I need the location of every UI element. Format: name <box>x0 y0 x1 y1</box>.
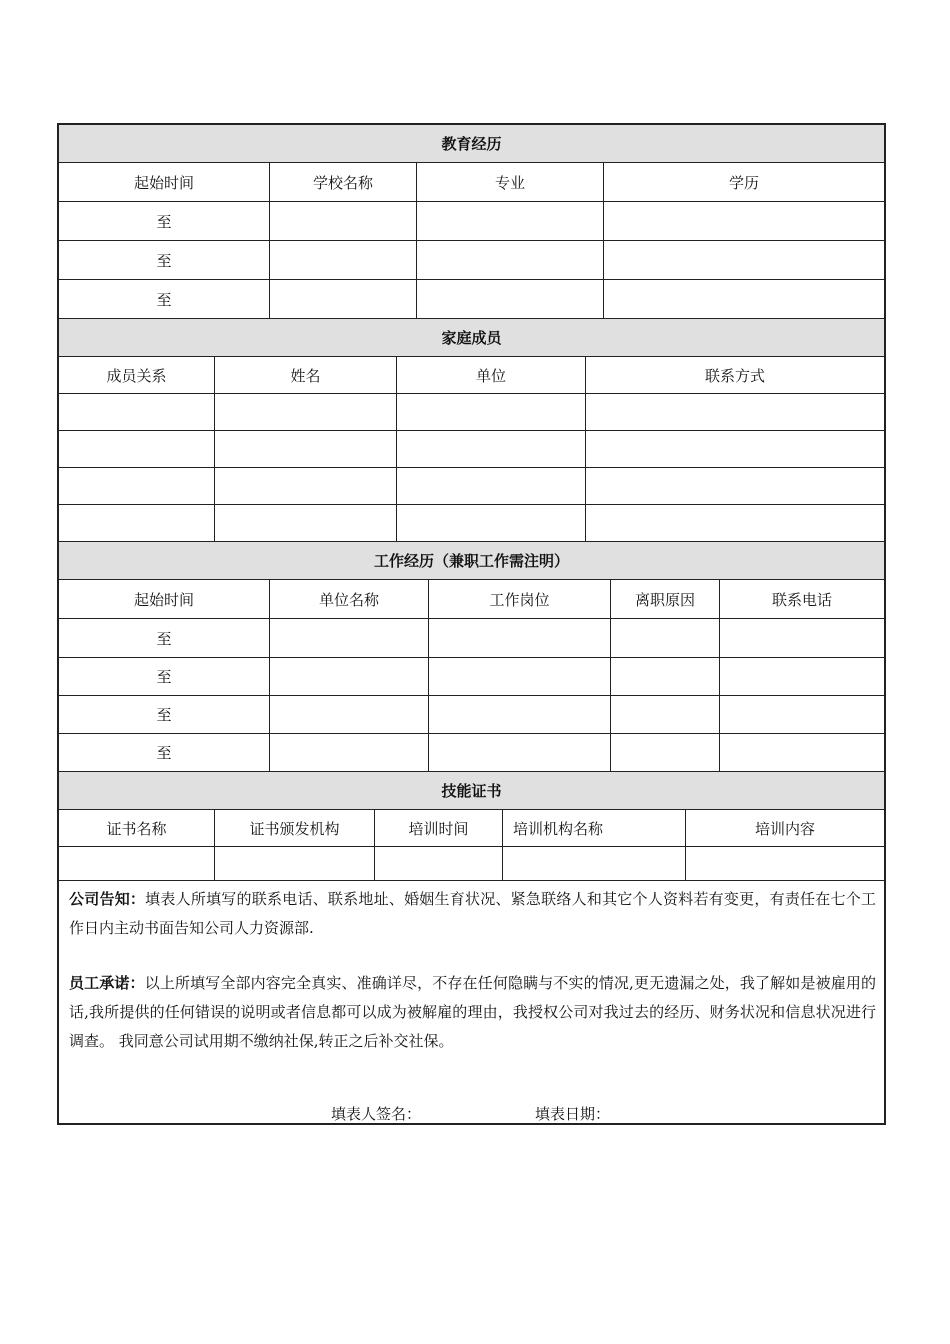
leave-reason-input[interactable] <box>611 619 720 657</box>
company-input[interactable] <box>270 658 429 695</box>
position-input[interactable] <box>429 658 611 695</box>
education-header-row <box>59 163 884 202</box>
employer-input[interactable] <box>397 468 586 504</box>
contact-input[interactable] <box>586 505 884 541</box>
employee-pledge <box>69 969 876 1056</box>
phone-input[interactable] <box>720 734 884 771</box>
issuer-input[interactable] <box>215 847 375 880</box>
leave-reason-input[interactable] <box>611 696 720 733</box>
header-contact: 联系方式 <box>704 366 765 385</box>
header-leave-reason: 离职原因 <box>611 580 720 618</box>
phone-input[interactable] <box>720 658 884 695</box>
phone-input[interactable] <box>720 619 884 657</box>
header-phone: 联系电话 <box>771 590 832 609</box>
date-range-input[interactable]: 至 <box>59 202 270 240</box>
relation-input[interactable] <box>59 505 215 541</box>
contact-input[interactable] <box>586 394 884 430</box>
family-row <box>59 505 884 542</box>
leave-reason-input[interactable] <box>611 734 720 771</box>
education-row <box>59 202 884 241</box>
education-row <box>59 280 884 319</box>
major-input[interactable] <box>417 202 604 240</box>
company-input[interactable] <box>270 734 429 771</box>
name-input[interactable] <box>215 505 397 541</box>
contact-input[interactable] <box>586 468 884 504</box>
section-title-work: 工作经历（兼职工作需注明） <box>59 542 884 580</box>
header-school-name: 学校名称 <box>270 163 417 201</box>
degree-input[interactable] <box>604 241 884 279</box>
training-time-input[interactable] <box>375 847 503 880</box>
family-row <box>59 431 884 468</box>
header-training-org: 培训机构名称 <box>503 810 686 846</box>
relation-input[interactable] <box>59 394 215 430</box>
phone-input[interactable] <box>720 696 884 733</box>
name-input[interactable] <box>215 431 397 467</box>
header-name: 姓名 <box>215 357 397 393</box>
work-row <box>59 734 884 772</box>
signer-signature-field[interactable]: 填表人签名： <box>331 1105 422 1123</box>
header-start-time: 起始时间 <box>59 580 270 618</box>
school-input[interactable] <box>270 280 417 318</box>
fill-date-field[interactable]: 填表日期： <box>535 1105 611 1123</box>
header-employer: 单位 <box>397 357 586 393</box>
header-company: 单位名称 <box>270 580 429 618</box>
section-title-skills: 技能证书 <box>59 772 884 810</box>
section-title-education: 教育经历 <box>59 125 884 163</box>
employee-pledge-text: 以上所填写全部内容完全真实、准确详尽，不存在任何隐瞒与不实的情况,更无遗漏之处，我了解如是被雇用的话,我所提供的任何错误的说明或者信息都可以成为被解雇的理由，我授权公司对我过去的经历、财务状况和信息状况进行调查。 我同意公司试用期不缴纳社保,转正之后补交社保。 <box>69 974 876 1050</box>
skills-header-row <box>59 810 884 847</box>
family-row <box>59 394 884 431</box>
company-notice <box>69 885 876 943</box>
company-input[interactable] <box>270 696 429 733</box>
training-org-input[interactable] <box>503 847 686 880</box>
training-content-input[interactable] <box>686 847 884 880</box>
work-header-row <box>59 580 884 619</box>
family-row <box>59 468 884 505</box>
header-position: 工作岗位 <box>429 580 611 618</box>
family-header-row <box>59 357 884 394</box>
certificate-input[interactable] <box>59 847 215 880</box>
major-input[interactable] <box>417 241 604 279</box>
work-row <box>59 696 884 734</box>
name-input[interactable] <box>215 394 397 430</box>
skills-row <box>59 847 884 881</box>
position-input[interactable] <box>429 734 611 771</box>
header-issuer: 证书颁发机构 <box>215 810 375 846</box>
company-notice-text: 填表人所填写的联系电话、联系地址、婚姻生育状况、紧急联络人和其它个人资料若有变更，有责任在七个工作日内主动书面告知公司人力资源部. <box>69 890 876 937</box>
company-notice-label: 公司告知： <box>69 890 146 908</box>
work-row <box>59 658 884 696</box>
employer-input[interactable] <box>397 394 586 430</box>
header-major: 专业 <box>417 163 604 201</box>
relation-input[interactable] <box>59 468 215 504</box>
work-row <box>59 619 884 658</box>
employee-pledge-label: 员工承诺： <box>69 974 145 992</box>
header-training-time: 培训时间 <box>375 810 503 846</box>
leave-reason-input[interactable] <box>611 658 720 695</box>
employer-input[interactable] <box>397 505 586 541</box>
contact-input[interactable] <box>586 431 884 467</box>
position-input[interactable] <box>429 619 611 657</box>
position-input[interactable] <box>429 696 611 733</box>
education-row <box>59 241 884 280</box>
header-training-content: 培训内容 <box>754 819 815 838</box>
degree-input[interactable] <box>604 280 884 318</box>
date-range-input[interactable]: 至 <box>59 241 270 279</box>
school-input[interactable] <box>270 202 417 240</box>
date-range-input[interactable]: 至 <box>59 658 270 695</box>
major-input[interactable] <box>417 280 604 318</box>
name-input[interactable] <box>215 468 397 504</box>
degree-input[interactable] <box>604 202 884 240</box>
company-input[interactable] <box>270 619 429 657</box>
header-degree: 学历 <box>728 173 759 192</box>
date-range-input[interactable]: 至 <box>59 734 270 771</box>
employer-input[interactable] <box>397 431 586 467</box>
relation-input[interactable] <box>59 431 215 467</box>
header-certificate: 证书名称 <box>59 810 215 846</box>
date-range-input[interactable]: 至 <box>59 696 270 733</box>
section-title-family: 家庭成员 <box>59 319 884 357</box>
header-start-time: 起始时间 <box>59 163 270 201</box>
date-range-input[interactable]: 至 <box>59 280 270 318</box>
application-form <box>57 123 886 1125</box>
school-input[interactable] <box>270 241 417 279</box>
date-range-input[interactable]: 至 <box>59 619 270 657</box>
header-relation: 成员关系 <box>59 357 215 393</box>
